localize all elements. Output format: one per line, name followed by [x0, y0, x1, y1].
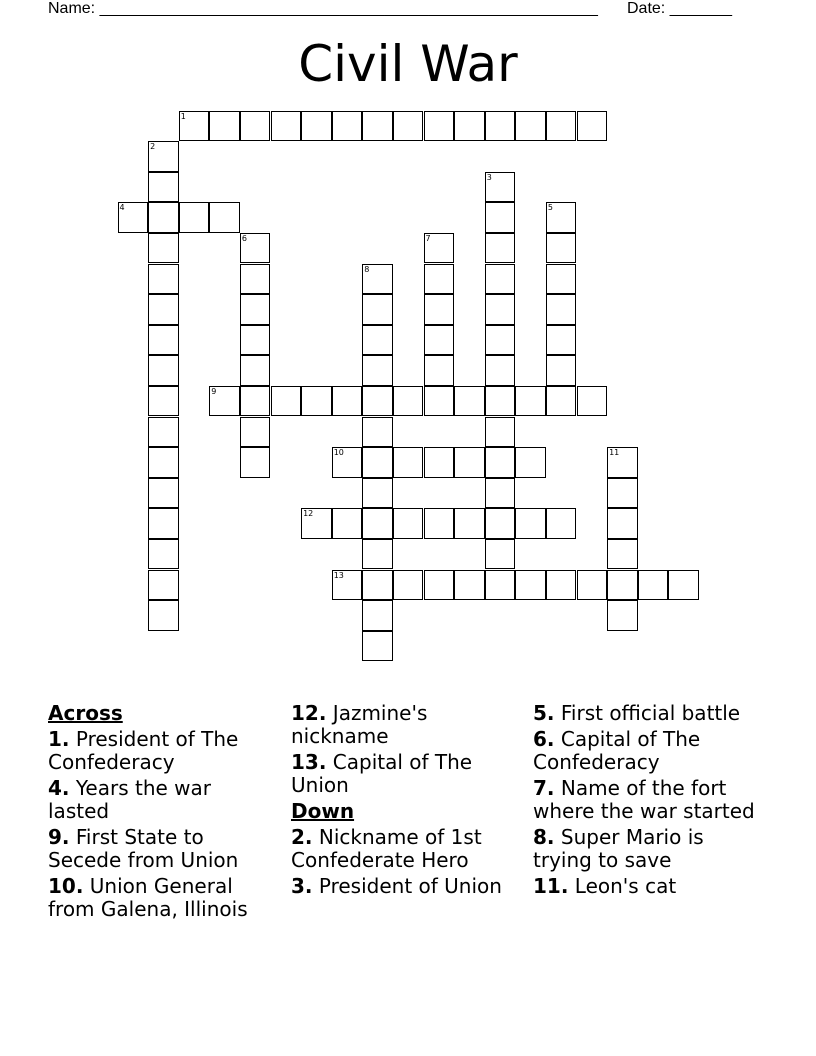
grid-cell[interactable]: [454, 508, 485, 539]
clue-text: President of The Confederacy: [48, 727, 239, 774]
clue-item: [291, 826, 521, 872]
grid-cell[interactable]: [424, 355, 455, 386]
grid-cell[interactable]: [546, 264, 577, 295]
grid-cell[interactable]: [638, 570, 669, 601]
grid-cell[interactable]: [546, 294, 577, 325]
clue-column-3: [533, 702, 763, 901]
grid-cell[interactable]: [148, 294, 179, 325]
clue-item: [48, 875, 278, 921]
clue-number: 7.: [533, 776, 555, 800]
clue-text: Jazmine's nickname: [291, 701, 428, 748]
grid-cell[interactable]: [148, 539, 179, 570]
clue-item: [533, 728, 763, 774]
grid-cell[interactable]: [271, 111, 302, 142]
clue-text: Super Mario is trying to save: [533, 825, 704, 872]
clue-item: [291, 875, 521, 898]
grid-cell[interactable]: [607, 539, 638, 570]
clue-number: 8.: [533, 825, 555, 849]
grid-cell[interactable]: [148, 355, 179, 386]
clue-text: Leon's cat: [568, 874, 677, 898]
grid-cell[interactable]: [546, 386, 577, 417]
clue-number-label: 11: [609, 448, 620, 458]
clue-number-label: 9: [211, 386, 217, 396]
clue-text: Name of the fort where the war started: [533, 776, 755, 823]
grid-cell[interactable]: [546, 355, 577, 386]
grid-cell[interactable]: [362, 631, 393, 662]
clue-number: 3.: [291, 874, 313, 898]
grid-cell[interactable]: [362, 600, 393, 631]
grid-cell[interactable]: [607, 478, 638, 509]
clue-number: 1.: [48, 727, 70, 751]
grid-cell[interactable]: [424, 508, 455, 539]
clue-text: First official battle: [554, 701, 741, 725]
grid-cell[interactable]: [515, 111, 546, 142]
grid-cell[interactable]: [424, 294, 455, 325]
clue-item: [48, 777, 278, 823]
clue-number: 6.: [533, 727, 555, 751]
grid-cell[interactable]: [393, 447, 424, 478]
grid-cell[interactable]: [362, 325, 393, 356]
grid-cell[interactable]: [515, 386, 546, 417]
grid-cell[interactable]: [240, 111, 271, 142]
grid-cell[interactable]: [424, 111, 455, 142]
grid-cell[interactable]: [485, 355, 516, 386]
grid-cell[interactable]: [577, 570, 608, 601]
clue-item: [48, 826, 278, 872]
grid-cell[interactable]: [148, 447, 179, 478]
grid-cell[interactable]: [485, 570, 516, 601]
grid-cell[interactable]: [607, 570, 638, 601]
grid-cell[interactable]: [148, 233, 179, 264]
grid-cell[interactable]: [148, 325, 179, 356]
grid-cell[interactable]: [577, 111, 608, 142]
grid-cell[interactable]: [148, 600, 179, 631]
grid-cell[interactable]: [332, 111, 363, 142]
date-field-line: Date: _______: [627, 0, 732, 17]
grid-cell[interactable]: [240, 264, 271, 295]
grid-cell[interactable]: [209, 111, 240, 142]
grid-cell[interactable]: [546, 325, 577, 356]
grid-cell[interactable]: [485, 539, 516, 570]
grid-cell[interactable]: [362, 386, 393, 417]
grid-cell[interactable]: [301, 386, 332, 417]
clue-number-label: 2: [150, 142, 156, 152]
clue-number-label: 1: [180, 111, 186, 121]
grid-cell[interactable]: [607, 600, 638, 631]
grid-cell[interactable]: [240, 355, 271, 386]
clue-number-label: 12: [303, 509, 314, 519]
clue-item: [291, 751, 521, 797]
clue-text: Capital of The Union: [291, 750, 473, 797]
grid-cell[interactable]: [485, 233, 516, 264]
clue-number-label: 8: [364, 264, 370, 274]
grid-cell[interactable]: [424, 570, 455, 601]
name-field-line: Name: ________________________________________________________: [48, 0, 598, 17]
grid-cell[interactable]: [485, 111, 516, 142]
grid-cell[interactable]: [362, 417, 393, 448]
grid-cell[interactable]: [424, 325, 455, 356]
clue-text: Capital of The Confederacy: [533, 727, 701, 774]
clue-number: 10.: [48, 874, 84, 898]
grid-cell[interactable]: [393, 570, 424, 601]
clue-text: Nickname of 1st Confederate Hero: [291, 825, 482, 872]
grid-cell[interactable]: [485, 478, 516, 509]
grid-cell[interactable]: [485, 386, 516, 417]
clue-text: President of Union: [312, 874, 502, 898]
grid-cell[interactable]: [148, 172, 179, 203]
grid-cell[interactable]: [424, 264, 455, 295]
grid-cell[interactable]: [546, 508, 577, 539]
grid-cell[interactable]: [485, 264, 516, 295]
grid-cell[interactable]: [240, 325, 271, 356]
grid-cell[interactable]: [148, 570, 179, 601]
grid-cell[interactable]: [148, 417, 179, 448]
grid-cell[interactable]: [607, 508, 638, 539]
grid-cell[interactable]: [240, 294, 271, 325]
clue-number-label: 10: [333, 448, 344, 458]
grid-cell[interactable]: [485, 294, 516, 325]
grid-cell[interactable]: [454, 386, 485, 417]
grid-cell[interactable]: [301, 111, 332, 142]
clue-column-1: [48, 702, 278, 924]
grid-cell[interactable]: [362, 570, 393, 601]
grid-cell[interactable]: [179, 202, 210, 233]
clue-number: 4.: [48, 776, 70, 800]
grid-cell[interactable]: [362, 478, 393, 509]
grid-cell[interactable]: [485, 202, 516, 233]
clue-item: [533, 875, 763, 898]
grid-cell[interactable]: [148, 508, 179, 539]
grid-cell[interactable]: [454, 570, 485, 601]
grid-cell[interactable]: [485, 325, 516, 356]
puzzle-title: Civil War: [298, 35, 518, 93]
grid-cell[interactable]: [454, 111, 485, 142]
grid-cell[interactable]: [209, 202, 240, 233]
grid-cell[interactable]: [393, 508, 424, 539]
clue-item: [533, 777, 763, 823]
clue-number-label: 4: [119, 203, 125, 213]
clue-number: 13.: [291, 750, 327, 774]
grid-cell[interactable]: [546, 111, 577, 142]
grid-cell[interactable]: [424, 386, 455, 417]
clue-text: Years the war lasted: [48, 776, 212, 823]
clue-number-label: 13: [333, 570, 344, 580]
grid-cell[interactable]: [546, 570, 577, 601]
grid-cell[interactable]: [148, 386, 179, 417]
clue-number-label: 6: [241, 233, 247, 243]
grid-cell[interactable]: [393, 386, 424, 417]
grid-cell[interactable]: [362, 447, 393, 478]
grid-cell[interactable]: [362, 111, 393, 142]
grid-cell[interactable]: [240, 447, 271, 478]
clue-column-2: [291, 702, 521, 901]
grid-cell[interactable]: [515, 570, 546, 601]
clue-text: First State to Secede from Union: [48, 825, 239, 872]
grid-cell[interactable]: [515, 508, 546, 539]
clue-number: 12.: [291, 701, 327, 725]
clue-number-label: 3: [486, 172, 492, 182]
grid-cell[interactable]: [148, 478, 179, 509]
across-heading: Across: [48, 701, 123, 725]
clue-item: [48, 728, 278, 774]
grid-cell[interactable]: [271, 386, 302, 417]
grid-cell[interactable]: [240, 386, 271, 417]
clue-number: 2.: [291, 825, 313, 849]
grid-cell[interactable]: [362, 294, 393, 325]
clue-number: 11.: [533, 874, 569, 898]
grid-cell[interactable]: [577, 386, 608, 417]
grid-cell[interactable]: [454, 447, 485, 478]
grid-cell[interactable]: [424, 447, 455, 478]
clue-number: 5.: [533, 701, 555, 725]
grid-cell[interactable]: [240, 417, 271, 448]
down-heading: Down: [291, 799, 355, 823]
clue-item: [291, 702, 521, 748]
grid-cell[interactable]: [332, 508, 363, 539]
grid-cell[interactable]: [668, 570, 699, 601]
grid-cell[interactable]: [362, 355, 393, 386]
grid-cell[interactable]: [362, 539, 393, 570]
grid-cell[interactable]: [332, 386, 363, 417]
clue-number-label: 5: [547, 203, 553, 213]
grid-cell[interactable]: [546, 233, 577, 264]
clue-item: [533, 702, 763, 725]
clue-text: Union General from Galena, Illinois: [48, 874, 248, 921]
clue-number: 9.: [48, 825, 70, 849]
grid-cell[interactable]: [485, 447, 516, 478]
grid-cell[interactable]: [148, 264, 179, 295]
clue-number-label: 7: [425, 233, 431, 243]
grid-cell[interactable]: [148, 202, 179, 233]
grid-cell[interactable]: [362, 508, 393, 539]
grid-cell[interactable]: [485, 417, 516, 448]
clue-item: [533, 826, 763, 872]
grid-cell[interactable]: [515, 447, 546, 478]
grid-cell[interactable]: [393, 111, 424, 142]
grid-cell[interactable]: [485, 508, 516, 539]
